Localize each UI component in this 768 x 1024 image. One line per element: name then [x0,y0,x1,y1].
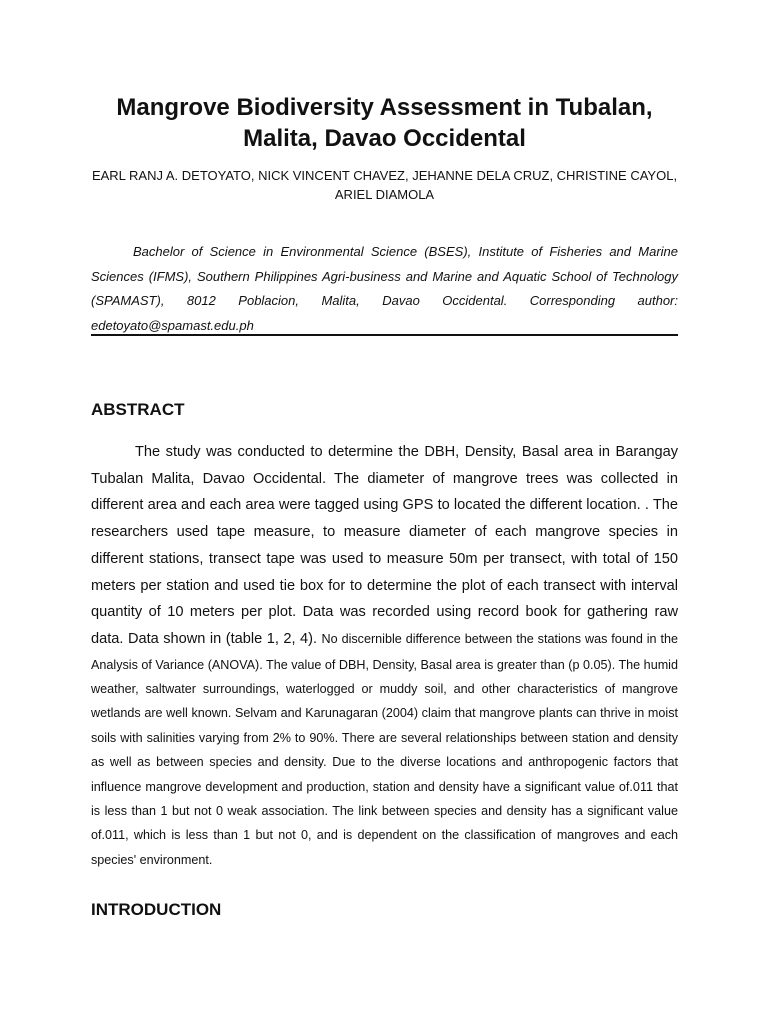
introduction-heading: INTRODUCTION [91,900,222,919]
abstract-heading: ABSTRACT [91,400,185,419]
header-divider [91,334,678,336]
abstract-body [91,439,678,872]
author-list: EARL RANJ A. DETOYATO, NICK VINCENT CHAVEZ, JEHANNE DELA CRUZ, CHRISTINE CAYOL, ARIEL DIAMOLA [91,168,678,202]
abstract-text-part2: No discernible difference between the stations was found in the Analysis of Variance (ANOVA). The value of DBH, Density, Basal area is greater than (p 0.05). The humid weather, saltwater surroundings, waterlogged or muddy soil, and other characteristics of mangrove wetlands are well known. Selvam and Karunagaran (2004) claim that mangrove plants can thrive in moist soils with salinities varying from 2% to 90%. There are several relationships between station and density as well as between species and density. Due to the diverse locations and anthropogenic factors that influence mangrove development and production, station and density have a significant value of.011 that is less than 1 but not 0 weak association. The link between species and density has a significant value of.011, which is less than 1 but not 0, and is dependent on the classification of mangroves and each species' environment. [91,631,678,867]
abstract-text-part1: The study was conducted to determine the DBH, Density, Basal area in Barangay Tubalan Malita, Davao Occidental. The diameter of mangrove trees was collected in different area and each area were tagged using GPS to located the different location. . The researchers used tape measure, to measure diameter of each mangrove species in different stations, transect tape was used to measure 50m per transect, with total of 150 meters per station and used tie box for to determine the plot of each transect with interval quantity of 10 meters per plot. Data was recorded using record book for gathering raw data. Data shown in (table 1, 2, 4). [91,444,678,647]
affiliation-block: Bachelor of Science in Environmental Science (BSES), Institute of Fisheries and Marine Sciences (IFMS), Southern Philippines Agri-business and Marine and Aquatic School of Technology (SPAMAST), 8012 Poblacion, Malita, Davao Occidental. Corresponding author: edetoyato@spamast.edu.ph [91,244,678,334]
paper-title: Mangrove Biodiversity Assessment in Tubalan, Malita, Davao Occidental [116,94,653,152]
